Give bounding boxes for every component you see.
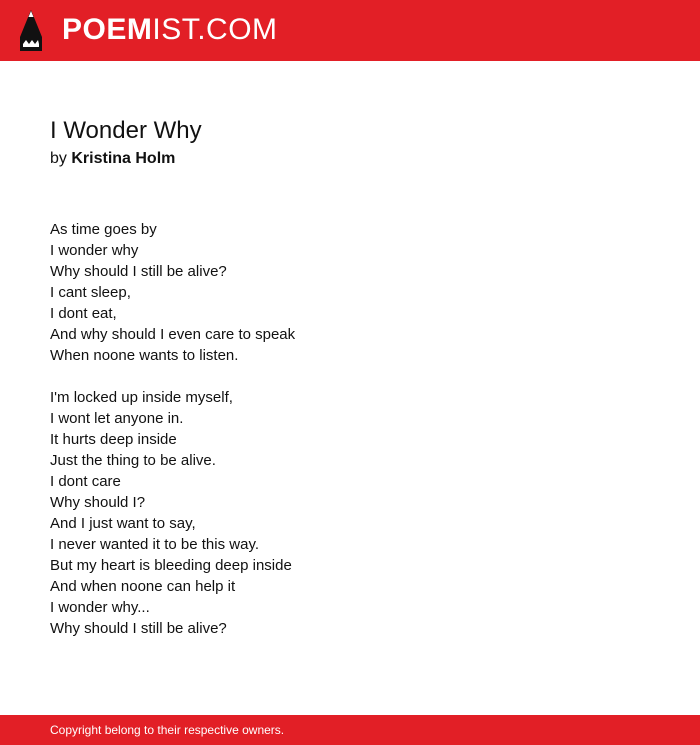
copyright-notice: Copyright belong to their respective owners. (50, 723, 285, 737)
site-header (0, 0, 700, 61)
poem-body (50, 219, 650, 660)
logo-text-light: IST.COM (152, 13, 278, 46)
poem-line: I wonder why... (50, 599, 150, 616)
poem-line: But my heart is bleeding deep inside (50, 557, 292, 574)
poem-line: Why should I still be alive? (50, 263, 227, 280)
logo-text-bold: POEM (62, 13, 153, 46)
poem-line: And I just want to say, (50, 515, 196, 532)
poem-line: I cant sleep, (50, 284, 131, 301)
poem-line: As time goes by (50, 221, 157, 238)
poem-line: I dont care (50, 473, 121, 490)
poem-line: I never wanted it to be this way. (50, 536, 259, 553)
site-footer (0, 715, 700, 745)
poem-line: And when noone can help it (50, 578, 236, 595)
author-name: Kristina Holm (71, 150, 176, 167)
poem-line: When noone wants to listen. (50, 347, 239, 364)
pencil-tip-icon[interactable] (18, 10, 44, 51)
poem-line: It hurts deep inside (50, 431, 177, 448)
poem-line: Why should I? (50, 494, 146, 511)
poem-line: Why should I still be alive? (50, 620, 227, 637)
poem-line: I dont eat, (50, 305, 117, 322)
poem-title: I Wonder Why (50, 117, 202, 144)
poem-byline (50, 148, 175, 170)
by-label: by (50, 150, 67, 167)
poem-stanza (50, 219, 650, 366)
site-logo[interactable] (62, 10, 278, 50)
poem-line: Just the thing to be alive. (50, 452, 216, 469)
poem-line: I wonder why (50, 242, 139, 259)
poem-line: I'm locked up inside myself, (50, 389, 233, 406)
poem-line: And why should I even care to speak (50, 326, 296, 343)
poem-stanza (50, 387, 650, 639)
poem-line: I wont let anyone in. (50, 410, 184, 427)
